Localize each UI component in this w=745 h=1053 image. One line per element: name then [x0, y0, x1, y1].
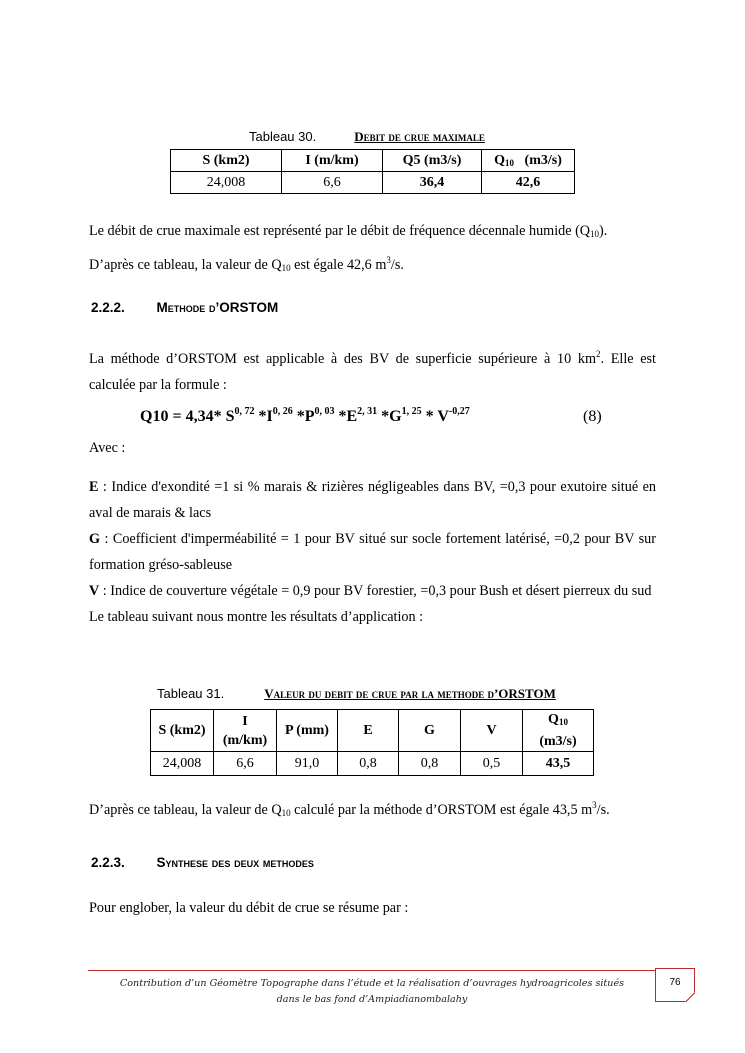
table-cell: 0,5 [461, 752, 523, 776]
table-header: G [399, 710, 461, 752]
subscript: 10 [590, 229, 600, 239]
text: /s. [596, 802, 610, 818]
definition-v [89, 578, 656, 604]
avec-label: Avec : [89, 440, 126, 456]
def-text: : Indice d'exondité =1 si % marais & rizières négligeables dans BV, =0,3 pour exutoire situé en aval de marais & lacs [89, 479, 656, 521]
table30-caption [249, 128, 485, 146]
paragraph-q10-result [89, 218, 656, 281]
table-cell: 24,008 [171, 172, 282, 194]
formula-part: *E [334, 408, 358, 425]
table31-caption-title: Valeur du debit de crue par la methode d’ORSTOM [264, 686, 556, 701]
table-header: V [461, 710, 523, 752]
def-letter: E [89, 479, 99, 495]
formula-exponent: 1, 25 [401, 406, 422, 417]
q-letter: Q [548, 712, 559, 727]
footer-divider [88, 970, 658, 971]
formula-exponent: 2, 31 [357, 406, 378, 417]
formula-exponent: -0,27 [448, 406, 470, 417]
table-header-q10 [482, 150, 575, 172]
table-cell: 42,6 [482, 172, 575, 194]
text: ). [599, 223, 608, 239]
table-header-q10 [523, 710, 594, 752]
table-cell: 0,8 [399, 752, 461, 776]
table30-caption-title: Debit de crue maximale [354, 129, 485, 144]
superscript: 2 [596, 349, 601, 359]
table-row [171, 172, 575, 194]
footer-text: Contribution d’un Géomètre Topographe dans l’étude et la réalisation d’ouvrages hydroagricoles situés dans le bas fond d’Ampiadianombalahy [119, 978, 625, 1005]
table-header: I (m/km) [282, 150, 383, 172]
q-subscript: 10 [558, 717, 568, 727]
formula-exponent: 0, 26 [272, 406, 293, 417]
table-cell: 36,4 [383, 172, 482, 194]
formula-part: Q10 = 4,34* S [140, 408, 235, 425]
section-number: 2.2.2. [91, 300, 125, 315]
def-letter: G [89, 531, 101, 547]
table-cell: 24,008 [151, 752, 214, 776]
equation-number: (8) [583, 408, 602, 425]
table31 [150, 709, 594, 776]
table30 [170, 149, 575, 194]
paragraph-orstom-result [89, 800, 610, 819]
table-row [151, 710, 594, 752]
text: D’après ce tableau, la valeur de Q [89, 257, 282, 273]
header-line: I [242, 713, 248, 729]
table-header: S (km2) [171, 150, 282, 172]
table-row [171, 150, 575, 172]
text: La méthode d’ORSTOM est applicable à des BV de superficie supérieure à 10 km [89, 351, 596, 367]
formula-exponent: 0, 03 [314, 406, 335, 417]
table31-caption-number: Tableau 31. [157, 686, 225, 701]
superscript: 3 [592, 800, 597, 810]
superscript: 3 [386, 255, 391, 265]
orstom-formula [140, 406, 470, 426]
subscript: 10 [281, 263, 291, 273]
section-title: Methode d’ORSTOM [156, 300, 279, 315]
q-letter: Q [494, 152, 506, 168]
table31-caption [157, 685, 556, 703]
definition-e [89, 474, 656, 526]
table-header: P (mm) [277, 710, 338, 752]
def-text: : Indice de couverture végétale = 0,9 pour BV forestier, =0,3 pour Bush et désert pierreux du sud [99, 583, 652, 599]
formula-part: *I [254, 408, 273, 425]
paragraph-synthese: Pour englober, la valeur du débit de crue se résume par : [89, 900, 409, 916]
table-intro: Le tableau suivant nous montre les résultats d’application : [89, 609, 424, 625]
table-cell: 6,6 [282, 172, 383, 194]
formula-part: *P [292, 408, 315, 425]
text: . Elle est calculée par la formule : [89, 351, 656, 393]
formula-part: *G [377, 408, 402, 425]
table-cell: 91,0 [277, 752, 338, 776]
definition-g [89, 526, 656, 578]
q10-unit: (m3/s) [524, 152, 562, 168]
header-line: (m/km) [222, 732, 268, 748]
q-subscript: 10 [505, 157, 515, 168]
table-row [151, 752, 594, 776]
def-text: : Coefficient d'imperméabilité = 1 pour BV situé sur socle fortement latérisé, =0,2 pour BV sur formation gréso-sableuse [89, 531, 656, 573]
section-heading-222 [91, 300, 278, 315]
text: D’après ce tableau, la valeur de Q [89, 802, 282, 818]
text: Le débit de crue maximale est représenté par le débit de fréquence décennale humide (Q [89, 223, 591, 239]
formula-part: * V [421, 408, 449, 425]
table-cell: 43,5 [523, 752, 594, 776]
table30-caption-number: Tableau 30. [249, 129, 317, 144]
table-cell: 6,6 [214, 752, 277, 776]
table-header: S (km2) [151, 710, 214, 752]
text: /s. [390, 257, 404, 273]
table-cell: 0,8 [338, 752, 399, 776]
table-header-i [214, 710, 277, 752]
definitions [89, 474, 656, 630]
table-header: Q5 (m3/s) [383, 150, 482, 172]
def-letter: V [89, 583, 100, 599]
formula-exponent: 0, 72 [234, 406, 255, 417]
paragraph-orstom-intro [89, 341, 656, 398]
page-number: 76 [655, 968, 695, 1002]
text: calculé par la méthode d’ORSTOM est égale 43,5 m [290, 802, 593, 818]
table-header: E [338, 710, 399, 752]
text: est égale 42,6 m [290, 257, 387, 273]
section-title: Synthese des deux methodes [156, 855, 314, 870]
section-number: 2.2.3. [91, 855, 125, 870]
section-heading-223 [91, 855, 314, 870]
header-line: (m3/s) [539, 734, 577, 749]
subscript: 10 [281, 808, 291, 818]
